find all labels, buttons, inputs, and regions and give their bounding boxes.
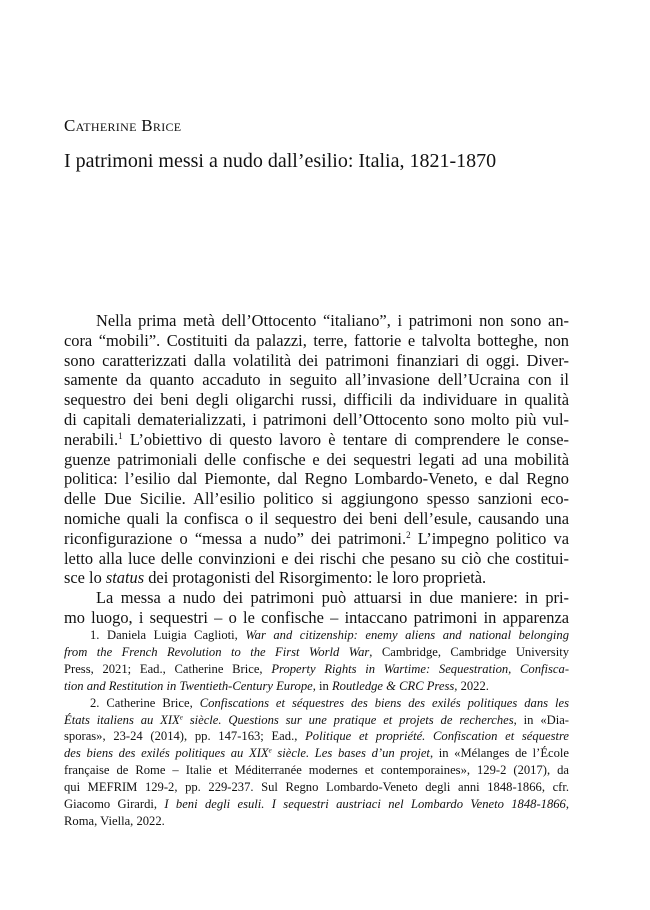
footnote-line: [64, 627, 569, 644]
footnote-italic: War and citizenship: enemy aliens and national belonging: [245, 628, 569, 642]
footnote-line: [64, 813, 569, 830]
body-line: guenze patrimoniali delle confische e dei sequestri legati ad una mobilità: [64, 449, 569, 469]
body-line: [64, 529, 569, 549]
footnote-text: , in: [312, 678, 332, 693]
footnote-text: , Cambridge, Cambridge University: [369, 644, 570, 659]
body-line: nomiche quali la confisca o il sequestro dei beni dell’esule, causando una: [64, 508, 569, 528]
footnote-italic: États italiens au XIX: [64, 712, 180, 727]
footnote-line: [64, 779, 569, 796]
footnote-italic: e: [268, 747, 272, 755]
author-last-rest: rice: [152, 116, 182, 135]
footnote-text: 1. Daniela Luigia Caglioti,: [90, 628, 246, 642]
body-line: [64, 568, 569, 588]
footnote-line: [64, 661, 569, 678]
body-text-run: L’obiettivo di questo lavoro è tentare di comprendere le conse-: [122, 429, 569, 449]
footnote-line: [64, 644, 569, 661]
body-line: mo luogo, i sequestri – o le confische – intaccano patrimoni in apparenza: [64, 607, 569, 627]
body-line: sono caratterizzati dalla volatilità dei patrimoni finanziari di oggi. Diver-: [64, 350, 569, 370]
footnote-line: [64, 745, 569, 762]
footnote-italic: Confiscations et séquestres des biens des exilés politiques dans les: [199, 695, 569, 710]
body-text-run: L’impegno politico va: [410, 528, 569, 548]
footnote-ref-1[interactable]: 1: [118, 430, 123, 441]
footnotes: [64, 627, 569, 830]
footnote-text: 2. Catherine Brice,: [90, 695, 200, 710]
footnote-line: [64, 678, 569, 695]
footnote-italic: siècle. Questions sur une pratique et projets de recherches: [182, 712, 514, 727]
body-text-italic: status: [105, 568, 145, 588]
body-line: politica: l’esilio dal Piemonte, dal Regno Lombardo-Veneto, e dal Regno: [64, 469, 569, 489]
body-line: samente da quanto accaduto in seguito all’invasione dell’Ucraina con il: [64, 370, 569, 390]
body-line: La messa a nudo dei patrimoni può attuarsi in due maniere: in pri-: [96, 588, 569, 608]
footnote-text: qui MEFRIM 129-2, pp. 229-237. Sul Regno Lombardo-Veneto degli anni 1848-1866, cfr.: [64, 780, 569, 795]
footnote-text: Roma, Viella, 2022.: [64, 813, 165, 828]
footnote-line: [64, 712, 569, 729]
footnote-italic: e: [179, 714, 183, 722]
body-line: cora “mobili”. Costituiti da palazzi, terre, fattorie e talvolta botteghe, non: [64, 330, 569, 350]
footnote-line: [64, 796, 569, 813]
footnote-italic: tion and Restitution in Twentieth-Century Europe: [64, 678, 313, 693]
chapter-author: [64, 116, 181, 136]
body-line: [64, 430, 569, 450]
footnote-text: Giacomo Girardi,: [64, 797, 165, 812]
footnote-italic: Politique et propriété. Confiscation et séquestre: [305, 729, 570, 744]
footnote-italic: Property Rights in Wartime: Sequestration, Confisca-: [271, 661, 570, 676]
chapter-title: I patrimoni messi a nudo dall’esilio: Italia, 1821-1870: [64, 150, 497, 172]
footnote-text: française de Rome – Italie et Méditerranée modernes et contemporaines», 129-2 (2017), da: [64, 763, 569, 778]
body-line: delle Due Sicilie. All’esilio politico si aggiungono spesso sanzioni eco-: [64, 489, 569, 509]
author-last-initial: B: [141, 116, 153, 135]
footnote-text: , 2022.: [454, 678, 489, 693]
footnote-italic: siècle. Les bases d’un projet: [271, 746, 430, 761]
body-line: Nella prima metà dell’Ottocento “italiano”, i patrimoni non sono an-: [96, 311, 569, 330]
body-line: letto alla luce delle convinzioni e dei rischi che pesano su ciò che costitui-: [64, 548, 569, 568]
footnote-line: [64, 695, 569, 712]
footnote-italic: I beni degli esuli. I sequestri austriaci nel Lombardo Veneto 1848-1866: [164, 797, 566, 812]
body-text-run: dei protagonisti del Risorgimento: le loro proprietà.: [144, 568, 487, 588]
body-text-run: riconfigurazione o “messa a nudo” dei patrimoni.: [64, 528, 407, 548]
footnote-text: Press, 2021; Ead., Catherine Brice,: [64, 661, 272, 676]
body-text-run: sce lo: [64, 568, 106, 588]
footnote-ref-2[interactable]: 2: [406, 529, 411, 540]
footnote-text: , in «Dia-: [513, 712, 570, 727]
footnote-text: sporas», 23-24 (2014), pp. 147-163; Ead.,: [64, 729, 306, 744]
body-text-run: nerabili.: [64, 429, 119, 449]
footnote-text: ,: [565, 797, 569, 812]
footnote-line: [64, 728, 569, 745]
footnote-italic: des biens des exilés politiques au XIX: [64, 746, 269, 761]
body-line: sequestro dei beni degli oligarchi russi, difficili da individuare in qualità: [64, 390, 569, 410]
footnote-italic: from the French Revolution to the First World War: [64, 644, 370, 659]
footnote-line: [64, 762, 569, 779]
body-line: di capitali dematerializzati, i patrimoni dell’Ottocento sono molto più vul-: [64, 409, 569, 429]
footnote-italic: Routledge & CRC Press: [331, 678, 455, 693]
footnote-text: , in «Mélanges de l’École: [429, 746, 569, 761]
author-first-rest: atherine: [75, 116, 142, 135]
author-first-initial: C: [64, 116, 76, 135]
main-text: [64, 311, 569, 628]
